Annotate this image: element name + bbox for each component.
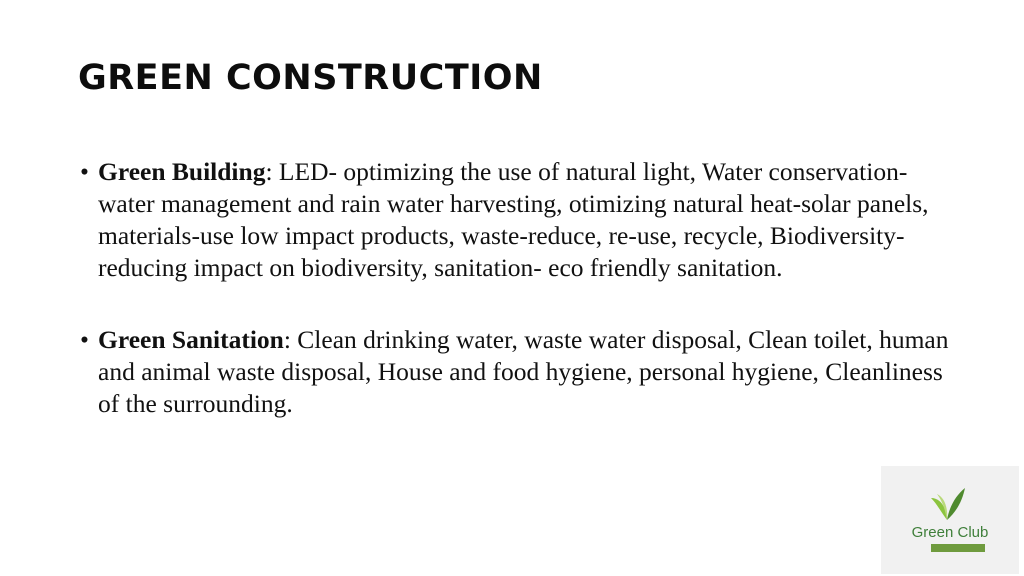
- logo-name: Green Club: [911, 524, 989, 541]
- bullet-marker: •: [80, 325, 89, 354]
- bullet-item-green-sanitation: [80, 324, 950, 420]
- bullet-list: [80, 156, 950, 420]
- bullet-text: : LED- optimizing the use of natural light, Water conservation- water management and rain water harvesting, otimizing natural heat-solar panels, materials-use low impact products, waste-reduce, re-use, recycle, Biodiversity- reducing impact on biodiversity, sanitation- eco friendly sanitation.: [98, 157, 929, 282]
- bullet-term: Green Sanitation: [98, 325, 284, 354]
- green-club-logo: [881, 466, 1019, 574]
- logo-tagline-band: [931, 544, 985, 552]
- leaf-icon: [927, 482, 967, 522]
- bullet-text: : Clean drinking water, waste water disposal, Clean toilet, human and animal waste disposal, House and food hygiene, personal hygiene, Cleanliness of the surrounding.: [98, 325, 949, 418]
- bullet-item-green-building: [80, 156, 950, 284]
- bullet-term: Green Building: [98, 157, 266, 186]
- bullet-marker: •: [80, 157, 89, 186]
- slide-title: GREEN CONSTRUCTION: [78, 58, 543, 98]
